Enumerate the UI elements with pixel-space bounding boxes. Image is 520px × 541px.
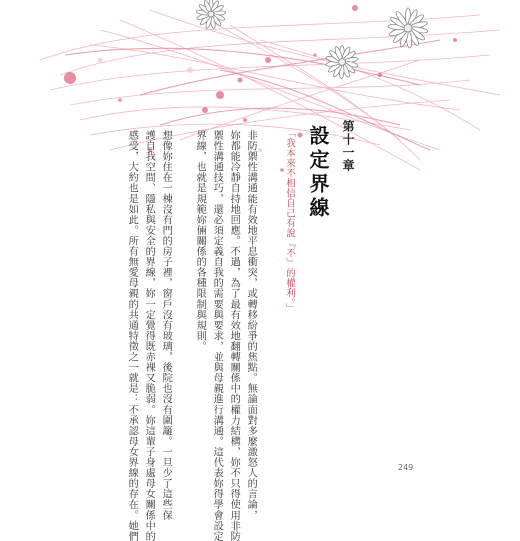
body-text-line: 護自我空間、隱私與安全的界線，妳一定覺得既赤裸又脆弱。妳這輩子身處母女關係中的 xyxy=(143,130,155,541)
chapter-number: 第十一章 xyxy=(341,120,355,172)
body-text-line: 感受，大約也是如此。所有無愛母親的共通特徵之一就是：不承認母女界線的存在。她們 xyxy=(126,130,138,541)
page-number: 249 xyxy=(398,463,414,472)
body-text-line: 非防禦性溝通能有效地平息衝突，或轉移紛爭的焦點。無論面對多麼激怒人的言論， xyxy=(245,130,257,521)
body-text-line: 妳都能冷靜自持地回應。不過，為了最有效地翻轉關係中的權力結構，妳不只得使用非防 xyxy=(228,130,240,541)
body-text-line: 界線，也就是規範妳倆關係的各種限制與規則。 xyxy=(194,130,206,352)
body-text-line: 禦性溝通技巧，還必須定義自我的需要與要求，並與母親進行溝通。這代表妳得學會設定 xyxy=(211,130,223,541)
daisy-flower-small-icon xyxy=(325,46,358,79)
chapter-subtitle-quote: 「我本來不相信自己有說『不』的權利。」 xyxy=(284,128,295,314)
chapter-title: 設定界線 xyxy=(306,125,330,221)
daisy-flower-large-icon xyxy=(388,8,428,48)
daisy-flower-left-icon xyxy=(196,0,226,29)
body-text-line: 想像妳住在一棟沒有門的房子裡，窗戶沒有玻璃，後院也沒有圍籬。一旦少了這些保 xyxy=(160,130,172,521)
